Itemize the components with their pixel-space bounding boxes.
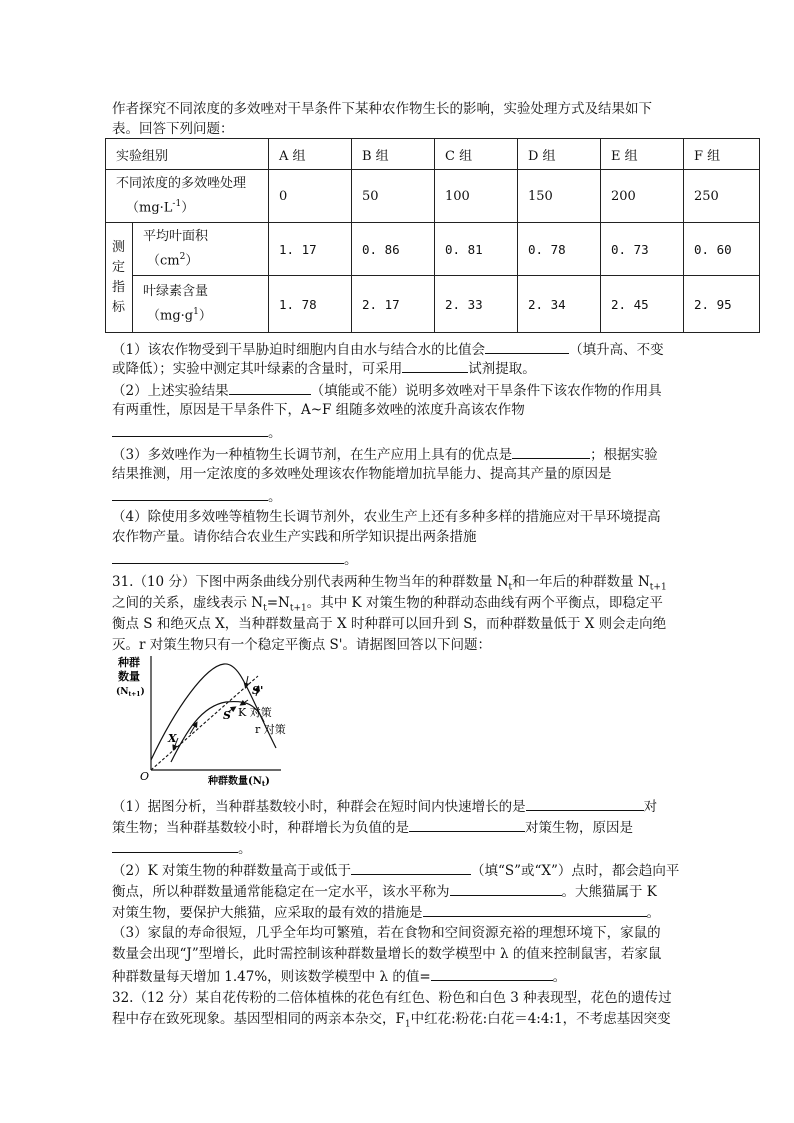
q31-part3-line2: 数量会出现“J”型增长，此时需控制该种群数量增长的数学模型中 λ 的值来控制鼠害，若家鼠 — [112, 946, 662, 962]
q30-part1-line1: （1）该农作物受到干旱胁迫时细胞内自由水与结合水的比值会 （填升高、不变 — [112, 339, 664, 359]
chlorophyll-label: 叶绿素含量 — [143, 283, 209, 299]
table-cell: 2. 17 — [352, 276, 435, 333]
intro-line-2: 表。回答下列问题： — [112, 121, 234, 137]
table-cell: 0. 86 — [352, 223, 435, 276]
q32-line1: 32.（12 分）某自花传粉的二倍体植株的花色有红色、粉色和白色 3 种表现型，花色的遗传过 — [112, 990, 672, 1006]
q30-part1-line2: 或降低）；实验中测定其叶绿素的含量时，可采用 试剂提取。 — [112, 358, 536, 378]
q31-part1-line3: 。 — [112, 838, 252, 858]
answer-blank[interactable] — [423, 902, 647, 917]
concentration-label: 不同浓度的多效唑处理 — [116, 175, 247, 191]
q30-part2-line2: 有两重性，原因是干旱条件下，A~F 组随多效唑的浓度升高该农作物 — [112, 402, 525, 418]
table-cell: 2. 33 — [435, 276, 518, 333]
answer-blank[interactable] — [409, 817, 525, 832]
indicator-group-label: 测定 — [112, 239, 126, 275]
answer-blank[interactable] — [431, 966, 553, 981]
concentration-unit: $(mg\cdot L^{-1})$ — [126, 198, 195, 216]
answer-blank[interactable] — [402, 358, 468, 373]
table-row-concentration — [106, 170, 760, 223]
table-header-cell: A 组 — [269, 139, 352, 170]
q31-stem-line1: 31.（10 分）下图中两条曲线分别代表两种生物当年的种群数量 $N_t$和一年后的种群数量 $N_{t+1}$ — [112, 574, 667, 593]
point-x-label: X — [168, 732, 177, 745]
population-curve-figure — [116, 652, 296, 786]
answer-blank[interactable] — [112, 486, 268, 501]
answer-blank[interactable] — [112, 422, 268, 437]
indicator-group-label: 指标 — [112, 279, 126, 315]
chlorophyll-unit: $(mg\cdot g^1)$ — [147, 306, 212, 324]
q30-part3-line2: 结果推测，用一定浓度的多效唑处理该农作物能增加抗旱能力、提高其产量的原因是 — [112, 466, 612, 482]
table-cell: 100 — [435, 170, 518, 223]
table-header-cell: C 组 — [435, 139, 518, 170]
diagonal-reference-line — [151, 676, 258, 770]
table-header-row — [106, 139, 760, 170]
table-cell: 0. 73 — [601, 223, 684, 276]
answer-blank[interactable] — [112, 838, 238, 853]
arrow-marker — [246, 676, 248, 686]
q31-part2-line1: （2）K 对策生物的种群数量高于或低于 （填“S”或“X”）点时，都会趋向平 — [112, 860, 679, 880]
y-axis-label: $(N_{t+1})$ — [116, 687, 145, 698]
q31-stem-line4: 灭。r 对策生物只有一个稳定平衡点 S'。请据图回答以下问题： — [112, 637, 491, 653]
q31-part3-line1: （3）家鼠的寿命很短，几乎全年均可繁殖，若在食物和空间资源充裕的理想环境下，家鼠的 — [112, 925, 661, 941]
answer-blank[interactable] — [485, 339, 569, 354]
answer-blank[interactable] — [112, 549, 344, 564]
chlorophyll-label-cell — [133, 276, 269, 333]
y-axis-label: 种群 — [118, 656, 140, 669]
q31-stem-line3: 衡点 S 和绝灭点 X，当种群数量高于 X 时种群可以回升到 S，而种群数量低于 X 则会走向绝 — [112, 616, 667, 632]
q31-part2-line2: 衡点，所以种群数量通常能稳定在一定水平，该水平称为 。大熊猫属于 K — [112, 881, 657, 901]
table-cell: 0. 60 — [684, 223, 760, 276]
r-strategy-label: r 对策 — [255, 723, 286, 736]
experiment-table — [105, 138, 760, 333]
table-cell: 50 — [352, 170, 435, 223]
table-cell: 0 — [269, 170, 352, 223]
q31-part1-line2: 策生物；当种群基数较小时，种群增长为负值的是 对策生物，原因是 — [112, 817, 633, 837]
point-s-prime-label: S' — [252, 684, 264, 697]
point-s-label: S — [223, 709, 231, 722]
q30-part3-line3: 。 — [112, 486, 282, 506]
answer-blank[interactable] — [512, 444, 590, 459]
q30-part4-line3: 。 — [112, 549, 358, 569]
origin-label: O — [140, 770, 150, 783]
answer-blank[interactable] — [229, 380, 311, 395]
q30-part3-line1: （3）多效唑作为一种植物生长调节剂，在生产应用上具有的优点是 ；根据实验 — [112, 444, 658, 464]
q31-part1-line1: （1）据图分析，当种群基数较小时，种群会在短时间内快速增长的是 对 — [112, 796, 657, 816]
table-row-leaf-area — [106, 223, 760, 276]
q30-part4-line2: 农作物产量。请你结合农业生产实践和所学知识提出两条措施 — [112, 529, 477, 545]
table-cell: 0. 78 — [518, 223, 601, 276]
table-header-cell: B 组 — [352, 139, 435, 170]
table-cell: 200 — [601, 170, 684, 223]
table-header-cell: E 组 — [601, 139, 684, 170]
indicator-group-cell — [106, 223, 133, 333]
y-axis-label: 数量 — [118, 670, 140, 683]
q31-part3-line3: 种群数量每天增加 1.47%，则该数学模型中 λ 的值= 。 — [112, 966, 566, 986]
q30-part2-line1: （2）上述实验结果 （填能或不能）说明多效唑对干旱条件下该农作物的作用具 — [112, 380, 662, 400]
q30-part4-line1: （4）除使用多效唑等植物生长调节剂外，农业生产上还有多种多样的措施应对干旱环境提高 — [112, 509, 661, 525]
leaf-area-unit: $(cm^2)$ — [147, 251, 199, 269]
answer-blank[interactable] — [526, 796, 644, 811]
q31-stem-line2: 之间的关系，虚线表示 $N_t=N_{t+1}$。其中 K 对策生物的种群动态曲线有两个平衡点，即稳定平 — [112, 595, 663, 614]
table-header-cell: 实验组别 — [106, 139, 269, 170]
intro-line-1: 作者探究不同浓度的多效唑对干旱条件下某种农作物生长的影响，实验处理方式及结果如下 — [112, 101, 652, 117]
leaf-area-label: 平均叶面积 — [143, 228, 209, 244]
table-cell: 250 — [684, 170, 760, 223]
leaf-area-label-cell — [133, 223, 269, 276]
concentration-label-cell — [106, 170, 269, 223]
x-axis-label: 种群数量$(N_t)$ — [208, 776, 270, 786]
answer-blank[interactable] — [351, 860, 471, 875]
table-cell: 2. 45 — [601, 276, 684, 333]
table-header-cell: D 组 — [518, 139, 601, 170]
table-cell: 0. 81 — [435, 223, 518, 276]
table-header-cell: F 组 — [684, 139, 760, 170]
q31-part2-line3: 对策生物，要保护大熊猫，应采取的最有效的措施是 。 — [112, 902, 660, 922]
q30-part2-line3: 。 — [112, 422, 282, 442]
table-row-chlorophyll — [106, 276, 760, 333]
table-cell: 1. 78 — [269, 276, 352, 333]
answer-blank[interactable] — [450, 881, 562, 896]
table-cell: 1. 17 — [269, 223, 352, 276]
q32-line2: 程中存在致死现象。基因型相同的两亲本杂交，$F_1$中红花:粉花:白花＝4:4:1，不考虑基因突变 — [112, 1011, 671, 1030]
table-cell: 150 — [518, 170, 601, 223]
table-cell: 2. 34 — [518, 276, 601, 333]
k-strategy-label: K 对策 — [238, 706, 272, 719]
table-cell: 2. 95 — [684, 276, 760, 333]
